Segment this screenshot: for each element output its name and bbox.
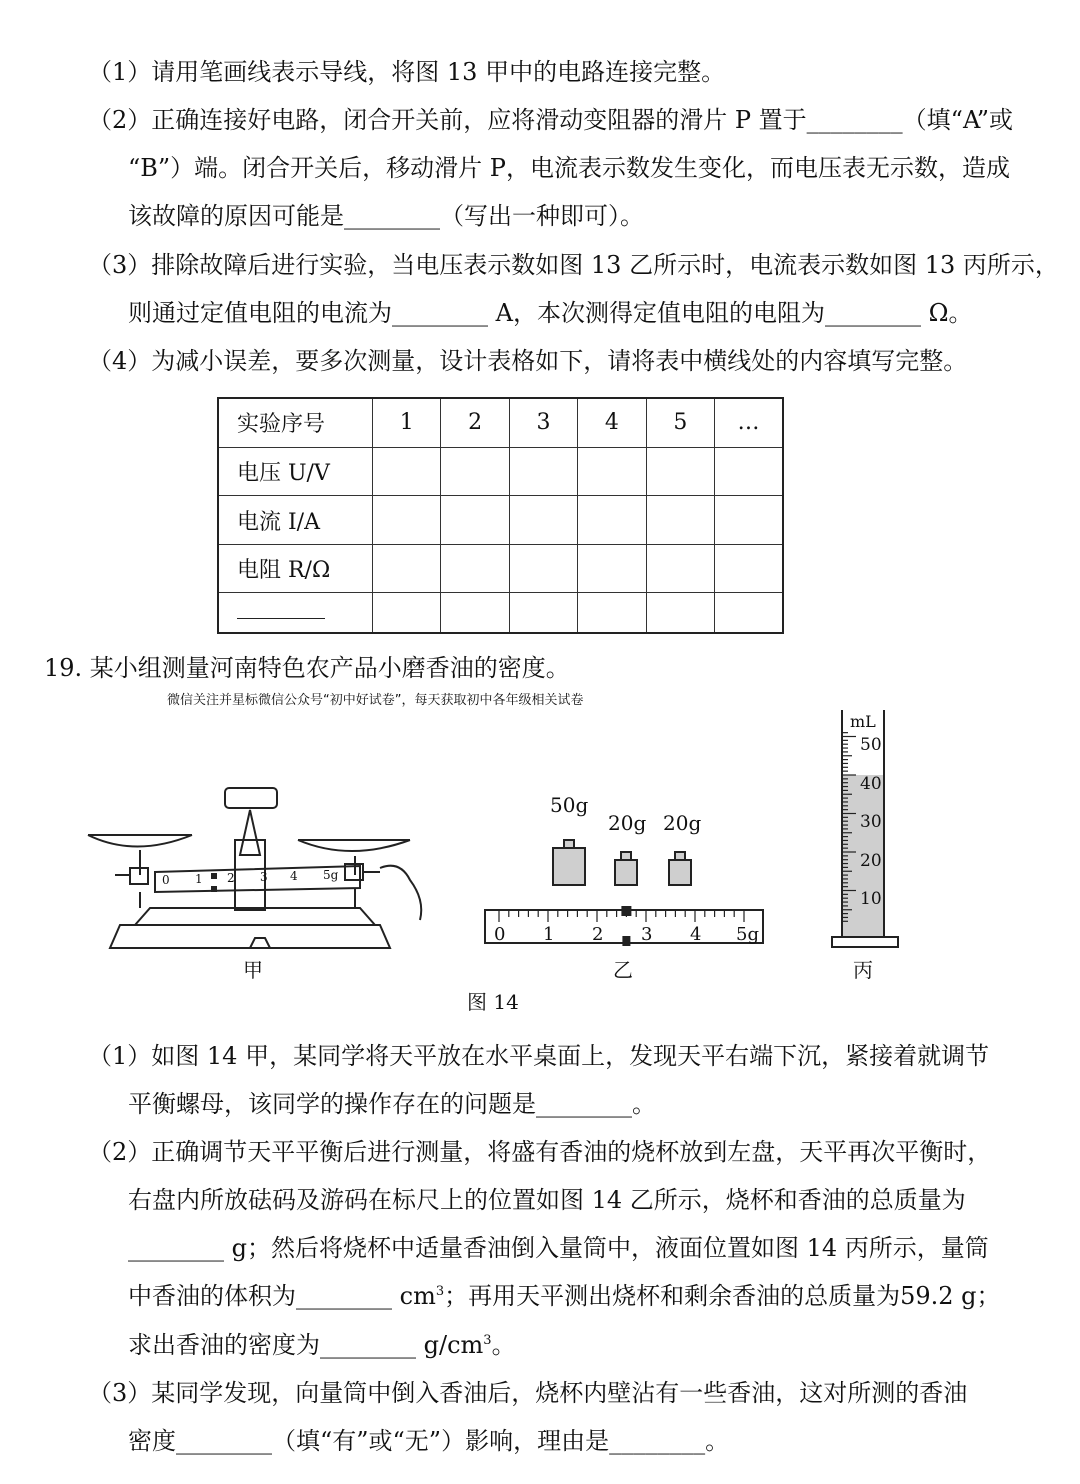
cylinder-tick-label: 30 — [860, 812, 882, 832]
balance-tick-label: 4 — [290, 869, 298, 883]
q19-part3-line2: 密度________（填“有”或“无”）影响，理由是________。 — [128, 1427, 730, 1455]
q18-part2-line2: “B”）端。闭合开关后，移动滑片 P，电流表示数发生变化，而电压表无示数，造成 — [128, 154, 1010, 182]
q19-part2-line3: ________ g；然后将烧杯中适量香油倒入量筒中，液面位置如图 14 丙所示，量筒 — [128, 1234, 989, 1262]
table-cell: 电流 I/A — [218, 496, 373, 545]
table-row — [218, 593, 783, 633]
table-cell-blank — [218, 593, 373, 633]
table-cell: … — [715, 398, 783, 447]
table-row — [218, 447, 783, 496]
weight-20g-b — [669, 860, 691, 885]
table-cell: 2 — [441, 398, 509, 447]
q19-part1-line1: （1）如图 14 甲，某同学将天平放在水平桌面上，发现天平右端下沉，紧接着就调节 — [88, 1042, 990, 1070]
balance-rider — [211, 873, 217, 879]
ruler-tick-label: 5g — [736, 924, 759, 945]
cylinder-tick-label: 40 — [860, 774, 882, 794]
weight-50g — [553, 848, 585, 885]
cylinder-tick-label: 10 — [860, 889, 882, 909]
fill-blank-line — [237, 600, 325, 619]
table-row — [218, 398, 783, 447]
table-cell: 实验序号 — [218, 398, 373, 447]
q19-title: 19. 某小组测量河南特色农产品小磨香油的密度。 — [44, 654, 570, 682]
cylinder-tick-label: 50 — [860, 735, 882, 755]
balance-figure — [80, 780, 430, 955]
balance-tick-label: 5g — [323, 868, 339, 882]
q19-part2-line5: 求出香油的密度为________ $g/cm^3$。 — [128, 1331, 516, 1359]
figure-label-bing: 丙 — [853, 958, 873, 982]
q19-part2-line2: 右盘内所放砝码及游码在标尺上的位置如图 14 乙所示，烧杯和香油的总质量为 — [128, 1186, 966, 1214]
figure-label-yi: 乙 — [613, 958, 633, 982]
cylinder-unit: mL — [850, 712, 876, 731]
watermark-note: 微信关注并星标微信公众号“初中好试卷”，每天获取初中各年级相关试卷 — [167, 693, 584, 708]
weight-label-20g-a: 20g — [608, 811, 647, 835]
ruler-tick-label: 4 — [690, 924, 702, 945]
q18-part3-line1: （3）排除故障后进行实验，当电压表示数如图 13 乙所示时，电流表示数如图 13 丙所示， — [88, 251, 1059, 279]
q18-part3-line2: 则通过定值电阻的电流为________ A，本次测得定值电阻的电阻为________ Ω。 — [128, 299, 973, 327]
q19-part1-line2: 平衡螺母，该同学的操作存在的问题是________。 — [128, 1090, 656, 1118]
q18-part1: （1）请用笔画线表示导线，将图 13 甲中的电路连接完整。 — [88, 58, 726, 86]
ruler-tick-label: 0 — [494, 924, 506, 945]
q18-part2-line1: （2）正确连接好电路，闭合开关前，应将滑动变阻器的滑片 P 置于________（填“A”或 — [88, 106, 1014, 134]
ruler-tick-label: 3 — [641, 924, 653, 945]
q19-part2-line4: 中香油的体积为________ $cm^3$；再用天平测出烧杯和剩余香油的总质量为59.2 g； — [128, 1282, 1001, 1310]
balance-rider-bottom — [211, 886, 217, 892]
weights-and-ruler-figure — [480, 790, 770, 950]
balance-tick-label: 0 — [162, 873, 170, 887]
ruler-rider — [621, 906, 631, 916]
ruler-tick-label: 2 — [592, 924, 604, 945]
cylinder-tick-label: 20 — [860, 851, 882, 871]
table-cell: 电阻 R/Ω — [218, 544, 373, 593]
figure-label-jia: 甲 — [243, 958, 263, 982]
table-row — [218, 544, 783, 593]
balance-tick-label: 3 — [260, 870, 268, 884]
balance-tick-label: 1 — [195, 872, 203, 886]
q19-part3-line1: （3）某同学发现，向量筒中倒入香油后，烧杯内壁沾有一些香油，这对所测的香油 — [88, 1379, 968, 1407]
table-row — [218, 496, 783, 545]
table-cell: 电压 U/V — [218, 447, 373, 496]
experiment-table — [217, 397, 784, 634]
weight-label-50g: 50g — [550, 793, 589, 817]
weight-label-20g-b: 20g — [663, 811, 702, 835]
weight-20g-a — [615, 860, 637, 885]
table-cell: 5 — [646, 398, 714, 447]
table-cell: 1 — [373, 398, 441, 447]
ruler-rider-bottom — [622, 936, 630, 946]
ruler-tick-label: 1 — [543, 924, 555, 945]
balance-tick-label: 2 — [227, 871, 235, 885]
q19-part2-line1: （2）正确调节天平平衡后进行测量，将盛有香油的烧杯放到左盘，天平再次平衡时， — [88, 1138, 992, 1166]
graduated-cylinder-figure — [828, 705, 903, 950]
figure-caption: 图 14 — [467, 990, 519, 1014]
table-cell: 4 — [578, 398, 646, 447]
table-cell: 3 — [509, 398, 577, 447]
q18-part4: （4）为减小误差，要多次测量，设计表格如下，请将表中横线处的内容填写完整。 — [88, 347, 968, 375]
q18-part2-line3: 该故障的原因可能是________（写出一种即可）。 — [128, 202, 644, 230]
